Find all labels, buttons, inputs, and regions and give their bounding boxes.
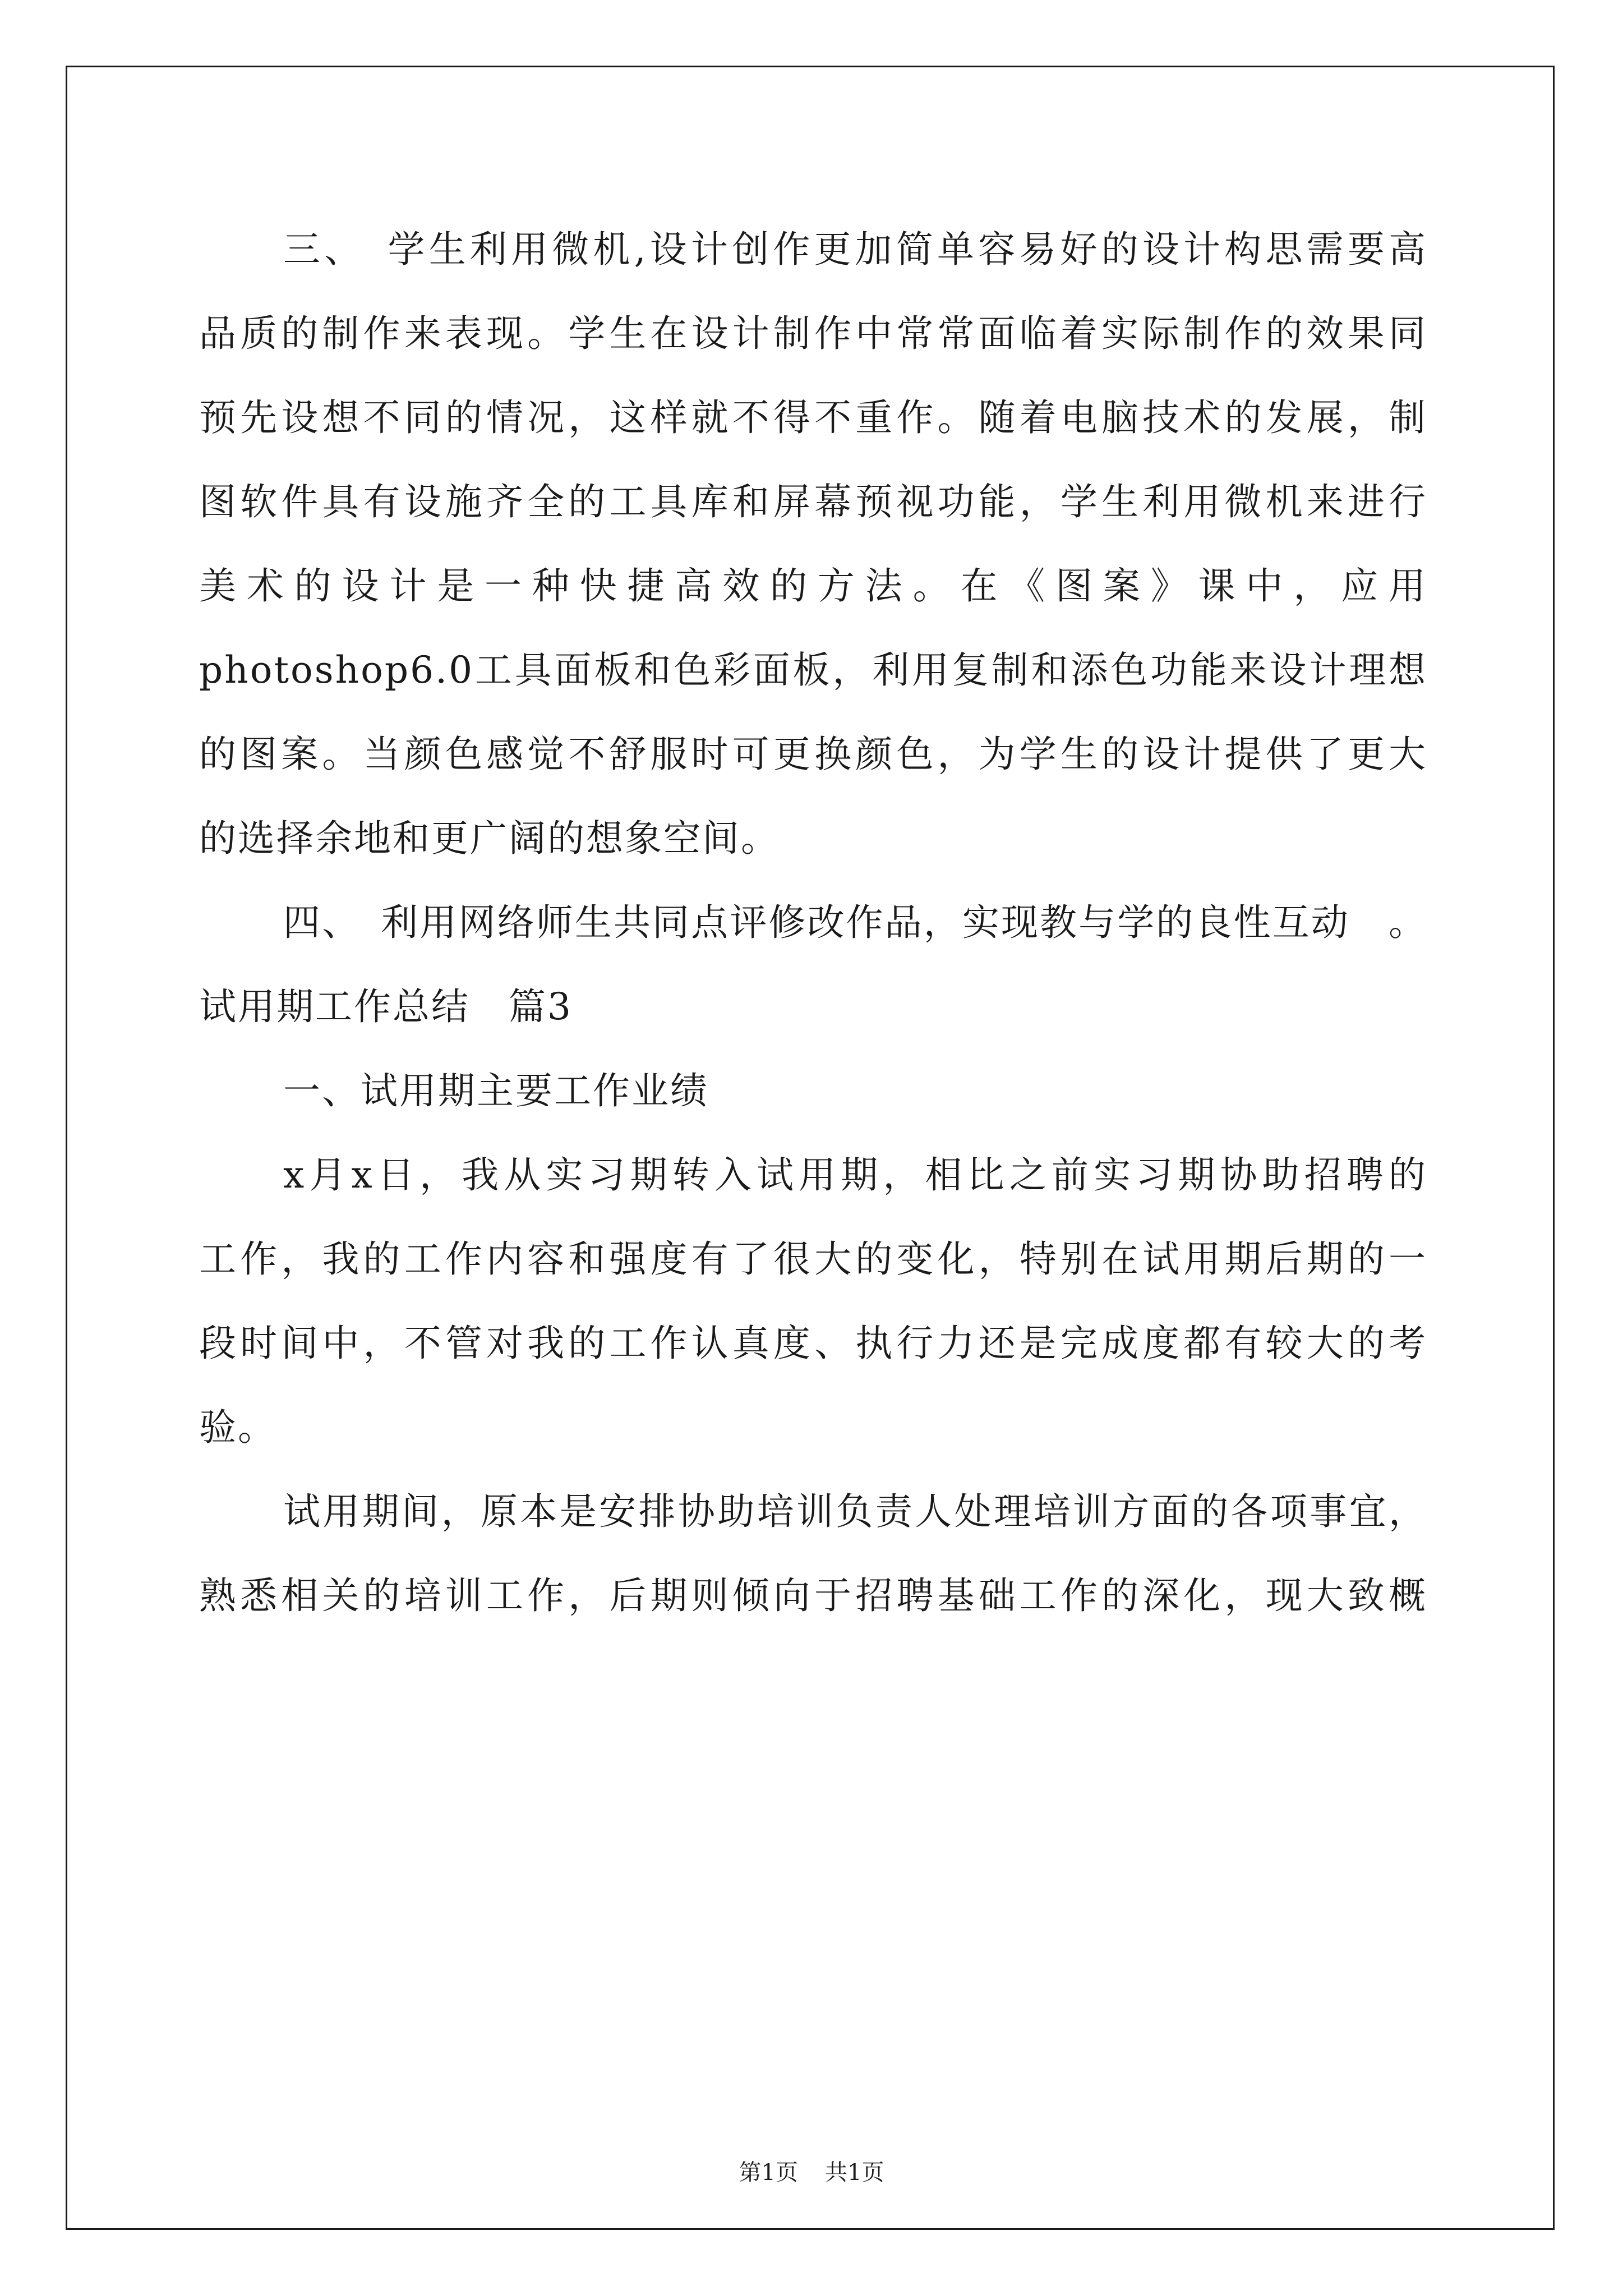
paragraph-line: 熟悉相关的培训工作，后期则倾向于招聘基础工作的深化，现大致概 bbox=[199, 1574, 1427, 1617]
paragraph-line: 验。 bbox=[199, 1406, 276, 1449]
paragraph-line: 工作，我的工作内容和强度有了很大的变化，特别在试用期后期的一 bbox=[199, 1237, 1427, 1281]
paragraph-line: 美术的设计是一种快捷高效的方法。在《图案》课中，应用 bbox=[199, 564, 1427, 608]
paragraph-line: 预先设想不同的情况，这样就不得不重作。随着电脑技术的发展，制 bbox=[199, 396, 1427, 439]
page-footer bbox=[0, 2159, 1623, 2187]
subsection-heading: 一、试用期主要工作业绩 bbox=[283, 1069, 709, 1112]
paragraph-line: 图软件具有设施齐全的工具库和屏幕预视功能，学生利用微机来进行 bbox=[199, 480, 1427, 523]
paragraph-line: 三、 学生利用微机,设计创作更加简单容易好的设计构思需要高 bbox=[283, 228, 1427, 271]
page-number: 第1页 bbox=[739, 2160, 798, 2185]
paragraph-line: 品质的制作来表现。学生在设计制作中常常面临着实际制作的效果同 bbox=[199, 312, 1427, 355]
section-heading: 试用期工作总结 篇3 bbox=[199, 985, 573, 1028]
paragraph-line: x月x日，我从实习期转入试用期，相比之前实习期协助招聘的 bbox=[283, 1153, 1427, 1197]
paragraph-line: 四、 利用网络师生共同点评修改作品，实现教与学的良性互动 。 bbox=[283, 901, 1427, 944]
document-body bbox=[199, 208, 1427, 1638]
paragraph-line: 段时间中，不管对我的工作认真度、执行力还是完成度都有较大的考 bbox=[199, 1322, 1427, 1365]
paragraph-line: 的选择余地和更广阔的想象空间。 bbox=[199, 817, 780, 860]
paragraph-line: photoshop6.0工具面板和色彩面板，利用复制和添色功能来设计理想 bbox=[199, 648, 1427, 692]
page-total: 共1页 bbox=[825, 2160, 884, 2185]
paragraph-line: 的图案。当颜色感觉不舒服时可更换颜色，为学生的设计提供了更大 bbox=[199, 733, 1427, 776]
paragraph-line: 试用期间，原本是安排协助培训负责人处理培训方面的各项事宜， bbox=[283, 1490, 1427, 1533]
